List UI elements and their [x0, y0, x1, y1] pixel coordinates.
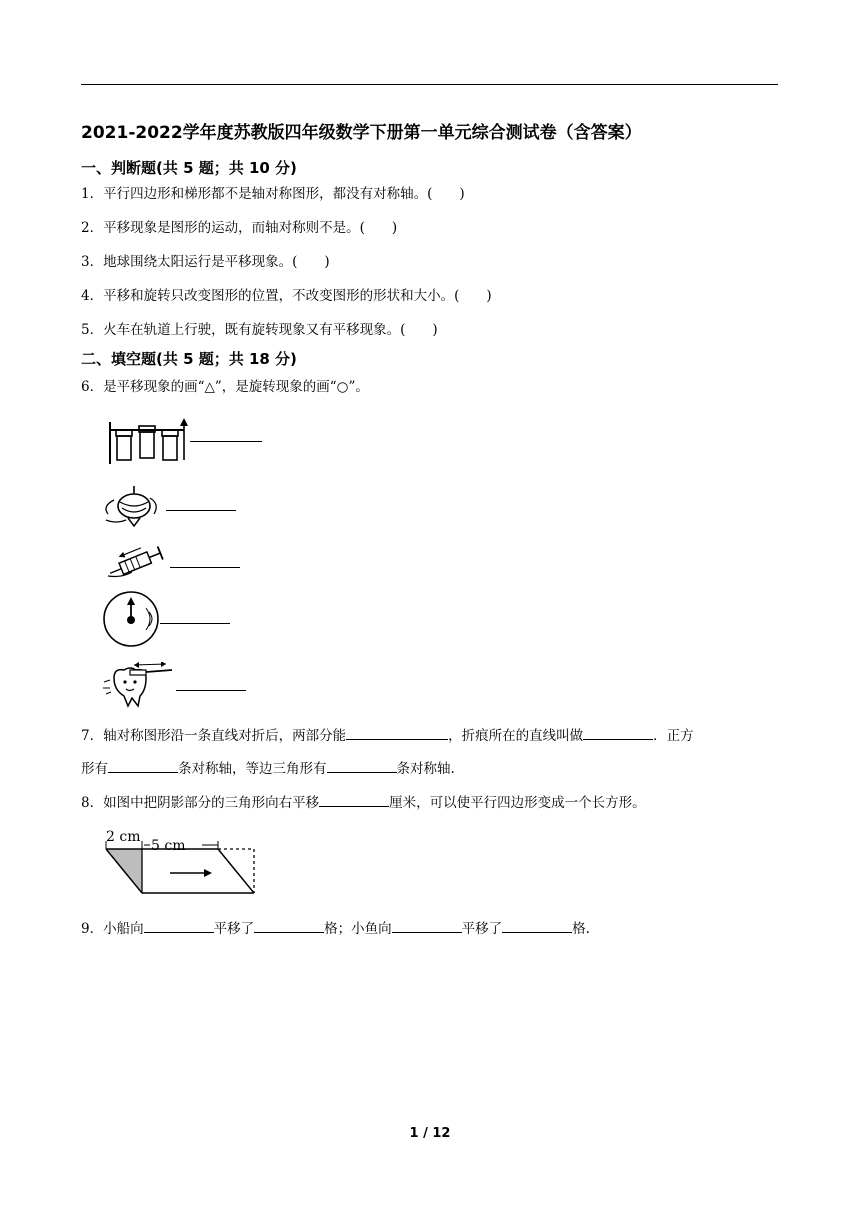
question-7-text-d: 形有 — [81, 761, 108, 777]
question-8-text-a: 8．如图中把阴影部分的三角形向右平移 — [81, 795, 320, 811]
question-7-line-2 — [81, 758, 455, 779]
answer-line-syringe — [170, 567, 240, 568]
answer-line-tooth — [176, 690, 246, 691]
question-1: 1．平行四边形和梯形都不是轴对称图形，都没有对称轴。( ) — [81, 186, 465, 202]
blank-9-3[interactable] — [392, 918, 462, 933]
answer-line-dial — [160, 623, 230, 624]
dial-picture — [102, 590, 160, 648]
question-9-text-b: 平移了 — [213, 921, 255, 937]
section-heading-judgement: 一、判断题(共 5 题；共 10 分) — [81, 159, 297, 177]
question-2: 2．平移现象是图形的运动，而轴对称则不是。( ) — [81, 220, 398, 236]
blank-7-1[interactable] — [346, 725, 448, 740]
question-9-text-a: 9．小船向 — [81, 921, 144, 937]
blank-7-4[interactable] — [327, 758, 397, 773]
question-4: 4．平移和旋转只改变图形的位置，不改变图形的形状和大小。( ) — [81, 288, 492, 304]
question-9-text-c: 格；小鱼向 — [324, 921, 392, 937]
spinning-top-picture — [100, 484, 166, 528]
question-9-text-d: 平移了 — [461, 921, 503, 937]
question-7-text-f: 条对称轴. — [396, 761, 455, 777]
question-7-text-a: 7．轴对称图形沿一条直线对折后，两部分能 — [81, 728, 347, 744]
header-rule — [81, 84, 778, 85]
blank-7-3[interactable] — [108, 758, 178, 773]
blank-9-4[interactable] — [502, 918, 572, 933]
question-8-text-b: 厘米，可以使平行四边形变成一个长方形。 — [389, 795, 646, 811]
question-9 — [81, 918, 590, 939]
question-7-text-b: ，折痕所在的直线叫做 — [448, 728, 584, 744]
figure8-label-2cm: 2 cm — [106, 829, 141, 845]
question-7-line-1 — [81, 725, 694, 746]
tooth-brushing-picture — [100, 662, 176, 710]
question-9-text-e: 格. — [572, 921, 590, 937]
section-heading-fill-in: 二、填空题(共 5 题；共 18 分) — [81, 350, 297, 368]
answer-line-cups — [190, 441, 262, 442]
blank-8-1[interactable] — [319, 792, 389, 807]
blank-9-1[interactable] — [144, 918, 214, 933]
question-7-text-e: 条对称轴，等边三角形有 — [178, 761, 327, 777]
blank-9-2[interactable] — [254, 918, 324, 933]
parallelogram-figure — [100, 827, 260, 899]
syringe-picture — [102, 544, 172, 580]
cups-translation-picture — [106, 416, 190, 466]
question-3: 3．地球围绕太阳运行是平移现象。( ) — [81, 254, 330, 270]
question-6: 6．是平移现象的画“△”，是旋转现象的画“○”。 — [81, 379, 369, 395]
page-title: 2021-2022学年度苏教版四年级数学下册第一单元综合测试卷（含答案） — [81, 123, 642, 143]
figure8-label-5cm: 5 cm — [151, 838, 186, 854]
question-5: 5．火车在轨道上行驶，既有旋转现象又有平移现象。( ) — [81, 322, 438, 338]
page-number: 1 / 12 — [409, 1126, 451, 1141]
blank-7-2[interactable] — [583, 725, 653, 740]
question-8 — [81, 792, 646, 813]
question-7-text-c: ．正方 — [653, 728, 694, 744]
answer-line-top — [166, 510, 236, 511]
